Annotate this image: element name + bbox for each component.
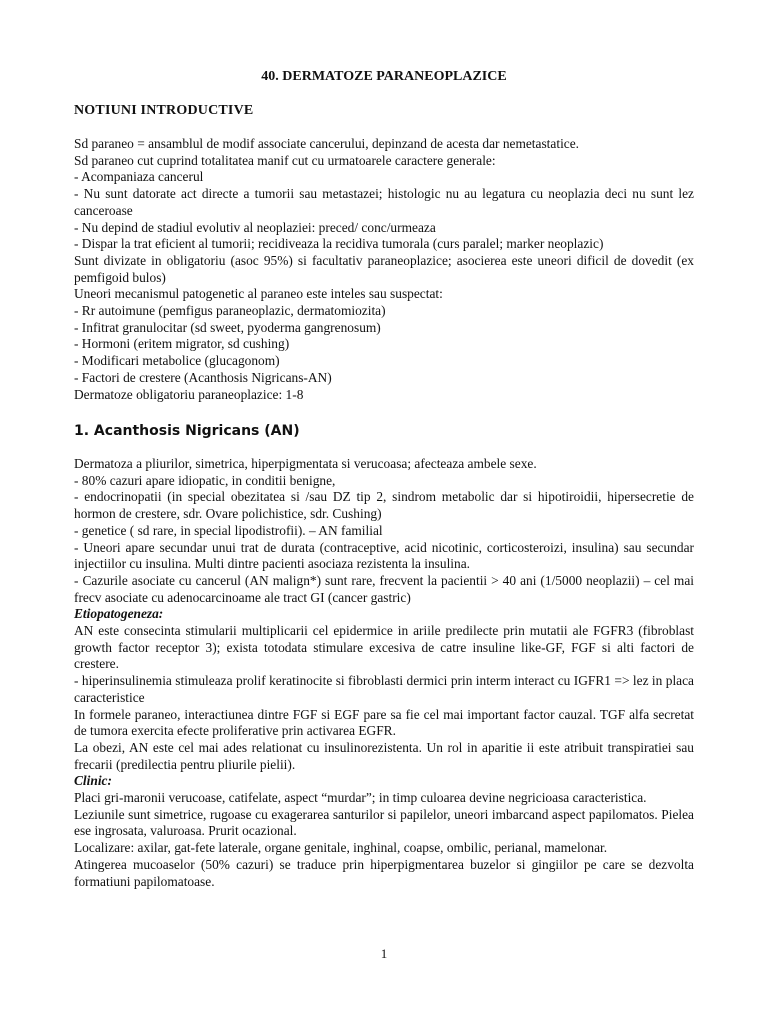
- intro-line: - Rr autoimune (pemfigus paraneoplazic, dermatomiozita): [74, 303, 386, 319]
- etio-line: La obezi, AN este cel mai ades relationat cu insulinorezistenta. Un rol in aparitie ii este atribuit transpiratiei sau frecarii (predilectia pentru pliurile pielii).: [74, 739, 694, 772]
- etiopatogeneza-heading: Etiopatogeneza:: [74, 606, 164, 622]
- section1-line: - 80% cazuri apare idiopatic, in conditii benigne,: [74, 472, 336, 488]
- document-title: 40. DERMATOZE PARANEOPLAZICE: [261, 69, 507, 84]
- section1-heading: 1. Acanthosis Nigricans (AN): [74, 423, 300, 439]
- intro-line: - Factori de crestere (Acanthosis Nigricans-AN): [74, 369, 332, 385]
- intro-line: - Nu sunt datorate act directe a tumorii sau metastazei; histologic nu au legatura cu neoplazia deci nu sunt lez canceroase: [74, 186, 694, 218]
- section1-line: - genetice ( sd rare, in special lipodistrofii). – AN familial: [74, 522, 383, 538]
- intro-heading: NOTIUNI INTRODUCTIVE: [74, 103, 254, 118]
- section1-line: - endocrinopatii (in special obezitatea si /sau DZ tip 2, sindrom metabolic dar si hipotiroidii, hipersecretie de hormon de crestere, sdr. Ovare polichistice, sdr. Cushing): [74, 489, 694, 522]
- section1-line: Dermatoza a pliurilor, simetrica, hiperpigmentata si verucoasa; afecteaza ambele sexe.: [74, 456, 537, 471]
- intro-body: [74, 136, 694, 403]
- etio-line: In formele paraneo, interactiunea dintre FGF si EGF pare sa fie cel mai important factor cauzal. TGF alfa secretat de tumora exercita efecte proliferative prin activarea EGFR.: [74, 706, 694, 739]
- intro-line: - Dispar la trat eficient al tumorii; recidiveaza la recidiva tumorala (curs paralel; marker neoplazic): [74, 236, 604, 252]
- intro-line: - Modificari metabolice (glucagonom): [74, 353, 280, 369]
- intro-line: Sunt divizate in obligatoriu (asoc 95%) si facultativ paraneoplazice; asocierea este uneori dificil de dovedit (ex pemfigoid bulos): [74, 252, 694, 285]
- intro-line: Uneori mecanismul patogenetic al paraneo este inteles sau suspectat:: [74, 286, 443, 302]
- clinic-line: Atingerea mucoaselor (50% cazuri) se traduce prin hiperpigmentarea buzelor si gingiilor pe care se dezvolta formatiuni papilomatoase.: [74, 856, 694, 889]
- intro-line: - Hormoni (eritem migrator, sd cushing): [74, 336, 290, 352]
- clinic-heading: Clinic:: [74, 773, 112, 789]
- page-number: 1: [380, 946, 388, 961]
- intro-line: Dermatoze obligatoriu paraneoplazice: 1-8: [74, 386, 304, 402]
- clinic-line: Leziunile sunt simetrice, rugoase cu exagerarea santurilor si papilelor, uneori imbarcand aspect papilomatos. Pielea ese ingrosata, valuroasa. Prurit ocazional.: [74, 806, 694, 839]
- intro-line: - Infitrat granulocitar (sd sweet, pyoderma gangrenosum): [74, 319, 381, 335]
- section1-line: - Uneori apare secundar unui trat de durata (contraceptive, acid nicotinic, corticosteroizi, insulina) sau secundar injectiilor cu insulina. Multi dintre pacienti asociaza rezistenta la insulina.: [74, 539, 694, 572]
- section1-body: [74, 456, 694, 890]
- intro-line: - Nu depind de stadiul evolutiv al neoplaziei: preced/ conc/urmeaza: [74, 219, 436, 235]
- intro-line: - Acompaniaza cancerul: [74, 169, 204, 185]
- intro-line: Sd paraneo cut cuprind totalitatea manif cut cu urmatoarele caractere generale:: [74, 152, 496, 168]
- etio-line: - hiperinsulinemia stimuleaza prolif keratinocite si fibroblasti dermici prin interm interact cu IGFR1 => lez in placa caracteristice: [74, 673, 694, 705]
- intro-line: Sd paraneo = ansamblul de modif associate cancerului, depinzand de acesta dar nemetastatice.: [74, 136, 580, 151]
- section1-line: - Cazurile asociate cu cancerul (AN malign*) sunt rare, frecvent la pacientii > 40 ani (1/5000 neoplazii) – cel mai frecv asociate cu adenocarcinoame ale tract GI (cancer gastric): [74, 572, 694, 605]
- etio-line: AN este consecinta stimularii multiplicarii cel epidermice in ariile predilecte prin mutatii ale FGFR3 (fibroblast growth factor receptor 3); exista totodata stimulare excesiva de catre insuline like-GF, FGF si alti factori de crestere.: [74, 623, 694, 672]
- clinic-line: Placi gri-maronii verucoase, catifelate, aspect “murdar”; in timp culoarea devine negricioasa caracteristica.: [74, 790, 647, 806]
- clinic-line: Localizare: axilar, gat-fete laterale, organe genitale, inghinal, coapse, ombilic, perianal, mamelonar.: [74, 840, 608, 856]
